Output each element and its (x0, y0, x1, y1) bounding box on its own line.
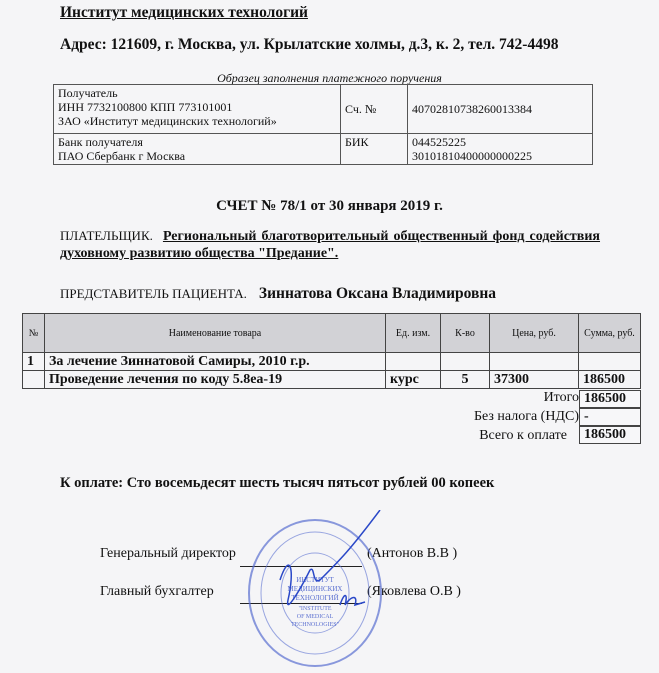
total-label: Итого (543, 390, 579, 405)
cell (23, 371, 45, 389)
recipient-label: Получатель (58, 86, 118, 100)
grand-total-value: 186500 (579, 426, 641, 444)
cell: 1 (23, 353, 45, 371)
cell: 186500 (579, 371, 641, 389)
bik-cell (408, 134, 593, 165)
vat-label: Без налога (НДС) (473, 409, 579, 424)
col-price: Цена, руб. (490, 314, 579, 353)
cell (441, 353, 490, 371)
corr-account: 30101810400000000225 (412, 149, 532, 163)
table-header (23, 314, 641, 353)
col-sum: Сумма, руб. (579, 314, 641, 353)
organization-address: Адрес: 121609, г. Москва, ул. Крылатские холмы, д.3, к. 2, тел. 742-4498 (60, 36, 559, 53)
organization-name: Институт медицинских технологий (60, 4, 308, 21)
cell: Проведение лечения по коду 5.8еа-19 (45, 371, 386, 389)
account-number: 40702810738260013384 (408, 85, 593, 134)
col-number: № (23, 314, 45, 353)
svg-text:ИНСТИТУТ: ИНСТИТУТ (296, 576, 334, 584)
svg-text:TECHNOLOGIES": TECHNOLOGIES" (290, 622, 340, 628)
svg-text:МЕДИЦИНСКИХ: МЕДИЦИНСКИХ (287, 585, 343, 593)
representative (60, 285, 496, 303)
bik-label: БИК (341, 134, 408, 165)
cell (579, 353, 641, 371)
bank-cell (54, 134, 341, 165)
col-unit: Ед. изм. (386, 314, 441, 353)
director-label: Генеральный директор (100, 546, 236, 561)
representative-label: ПРЕДСТАВИТЕЛЬ ПАЦИЕНТА. (60, 286, 247, 301)
bank-details-table (53, 84, 593, 165)
svg-text:OF MEDICAL: OF MEDICAL (296, 614, 334, 620)
company-stamp-icon (240, 510, 390, 670)
table-row (23, 353, 641, 371)
col-qty: К-во (441, 314, 490, 353)
invoice-title: СЧЕТ № 78/1 от 30 января 2019 г. (216, 198, 443, 214)
payer-label: ПЛАТЕЛЬЩИК. (60, 228, 153, 243)
svg-text:"INSTITUTE: "INSTITUTE (298, 606, 332, 612)
col-name: Наименование товара (45, 314, 386, 353)
account-label: Сч. № (341, 85, 408, 134)
amount-in-words: К оплате: Сто восемьдесят шесть тысяч пятьсот рублей 00 копеек (60, 475, 495, 491)
bank-label: Банк получателя (58, 135, 143, 149)
bank-name: ПАО Сбербанк г Москва (58, 149, 186, 163)
table-row (23, 371, 641, 389)
items-table (22, 313, 641, 389)
recipient-name: ЗАО «Институт медицинских технологий» (58, 114, 277, 128)
cell: 5 (441, 371, 490, 389)
payer-name: Региональный благотворительный общественный фонд содействия духовному развитию общества "Предание". (60, 229, 601, 261)
representative-name: Зиннатова Оксана Владимировна (258, 285, 497, 302)
cell (386, 353, 441, 371)
grand-total-label: Всего к оплате (479, 428, 567, 443)
vat-value: - (579, 408, 641, 426)
payment-sample-caption: Образец заполнения платежного поручения (217, 71, 442, 85)
cell: 37300 (490, 371, 579, 389)
director-name: (Антонов В.В ) (367, 546, 458, 561)
cell (490, 353, 579, 371)
payer (60, 227, 600, 262)
cell: За лечение Зиннатовой Самиры, 2010 г.р. (45, 353, 386, 371)
total-value: 186500 (579, 390, 641, 408)
accountant-name: (Яковлева О.В ) (367, 584, 461, 599)
recipient-cell (54, 85, 341, 134)
svg-text:ТЕХНОЛОГИЙ: ТЕХНОЛОГИЙ (291, 594, 339, 602)
inn-kpp: ИНН 7732100800 КПП 773101001 (58, 100, 233, 114)
bik: 044525225 (412, 135, 466, 149)
cell: курс (386, 371, 441, 389)
accountant-label: Главный бухгалтер (100, 584, 214, 599)
